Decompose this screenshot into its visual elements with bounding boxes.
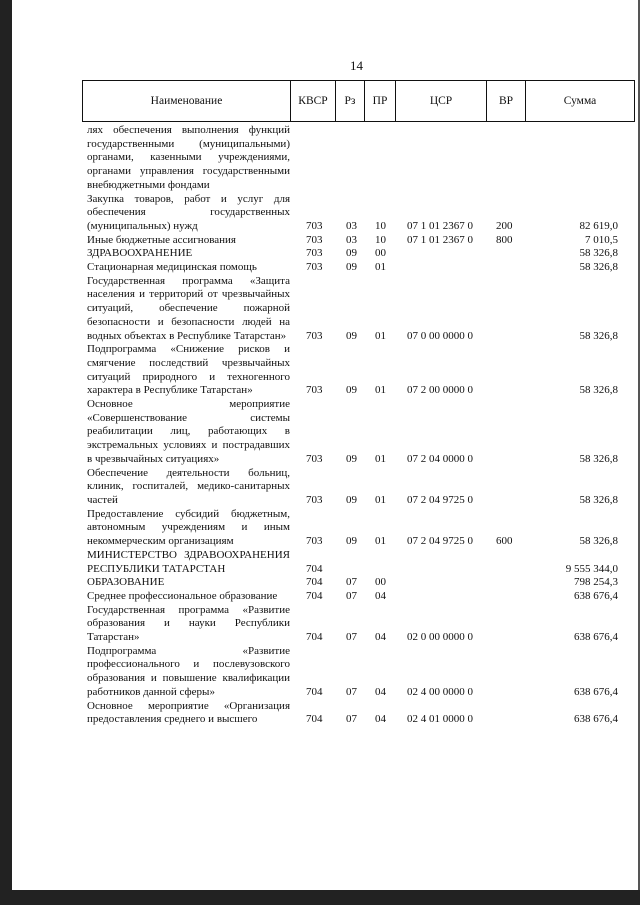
row-name — [87, 261, 290, 275]
cell-pr: 01 — [375, 329, 386, 342]
table-row — [0, 645, 640, 700]
row-name — [87, 604, 290, 645]
cell-sum: 58 326,8 — [579, 384, 618, 397]
cell-csr: 07 2 04 9725 0 — [407, 535, 473, 548]
cell-csr: 07 2 04 0000 0 — [407, 452, 473, 465]
row-name-text: ЗДРАВООХРАНЕНИЕ — [87, 247, 193, 260]
row-name-text: Стационарная медицинская помощь — [87, 261, 257, 274]
table-row — [0, 604, 640, 645]
table-row — [0, 508, 640, 549]
row-name-text: Государственная программа «Защита населения и территорий от чрезвычайных ситуаций, обеспечение пожарной безопасности и безопасности людей на водных объектах в Республике Татарстан» — [87, 274, 290, 342]
cell-rz: 09 — [346, 535, 357, 548]
cell-csr: 02 4 00 0000 0 — [407, 685, 473, 698]
table-row — [0, 247, 640, 261]
cell-csr: 02 4 01 0000 0 — [407, 713, 473, 726]
cell-sum: 58 326,8 — [579, 247, 618, 260]
cell-rz: 07 — [346, 631, 357, 644]
cell-sum: 58 326,8 — [579, 329, 618, 342]
cell-vr: 800 — [496, 233, 513, 246]
table-row — [0, 576, 640, 590]
row-name-text: Основное мероприятие «Совершенствование системы реабилитации лиц, работающих в экстремальных условиях и пострадавших в чрезвычайных ситуациях» — [87, 398, 290, 465]
cell-pr: 10 — [375, 233, 386, 246]
row-name — [87, 700, 290, 727]
table-row — [0, 124, 640, 193]
cell-sum: 798 254,3 — [574, 576, 618, 589]
cell-rz: 03 — [346, 219, 357, 232]
cell-rz: 07 — [346, 685, 357, 698]
row-name — [87, 508, 290, 549]
cell-kvsr: 704 — [306, 589, 323, 602]
row-name — [87, 645, 290, 700]
cell-rz: 09 — [346, 329, 357, 342]
cell-sum: 58 326,8 — [579, 452, 618, 465]
cell-kvsr: 703 — [306, 384, 323, 397]
cell-kvsr: 704 — [306, 576, 323, 589]
cell-sum: 638 676,4 — [574, 589, 618, 602]
row-name-text: Государственная программа «Развитие образования и науки Республики Татарстан» — [87, 603, 290, 644]
cell-csr: 07 2 04 9725 0 — [407, 493, 473, 506]
cell-sum: 638 676,4 — [574, 631, 618, 644]
cell-kvsr: 703 — [306, 329, 323, 342]
cell-rz: 07 — [346, 576, 357, 589]
row-name — [87, 398, 290, 467]
table-row — [0, 193, 640, 234]
table-row — [0, 467, 640, 508]
row-name — [87, 549, 290, 576]
cell-rz: 09 — [346, 261, 357, 274]
cell-pr: 01 — [375, 384, 386, 397]
table-row — [0, 590, 640, 604]
scan-bottom-border — [0, 890, 640, 905]
cell-kvsr: 703 — [306, 219, 323, 232]
cell-rz: 09 — [346, 384, 357, 397]
table-row — [0, 549, 640, 576]
table-row — [0, 700, 640, 727]
table-row — [0, 398, 640, 467]
header-name: Наименование — [83, 81, 291, 122]
cell-csr: 07 0 00 0000 0 — [407, 329, 473, 342]
row-name — [87, 576, 290, 590]
cell-pr: 00 — [375, 576, 386, 589]
cell-pr: 04 — [375, 713, 386, 726]
cell-pr: 04 — [375, 631, 386, 644]
row-name — [87, 590, 290, 604]
cell-sum: 58 326,8 — [579, 493, 618, 506]
row-name-text: Закупка товаров, работ и услуг для обеспечения государственных (муниципальных) нужд — [87, 192, 290, 232]
row-name — [87, 275, 290, 344]
cell-kvsr: 703 — [306, 261, 323, 274]
cell-kvsr: 704 — [306, 713, 323, 726]
cell-pr: 01 — [375, 452, 386, 465]
cell-vr: 200 — [496, 219, 513, 232]
cell-sum: 58 326,8 — [579, 261, 618, 274]
cell-kvsr: 703 — [306, 535, 323, 548]
row-name — [87, 234, 290, 248]
row-name-text: Обеспечение деятельности больниц, клиник, госпиталей, медико-санитарных частей — [87, 466, 290, 506]
page-number: 14 — [350, 58, 363, 73]
cell-csr: 02 0 00 0000 0 — [407, 631, 473, 644]
table-row — [0, 234, 640, 248]
cell-sum: 638 676,4 — [574, 685, 618, 698]
cell-sum: 58 326,8 — [579, 535, 618, 548]
table-header — [82, 80, 635, 122]
cell-kvsr: 703 — [306, 493, 323, 506]
cell-pr: 01 — [375, 261, 386, 274]
table-row — [0, 261, 640, 275]
cell-rz: 09 — [346, 452, 357, 465]
cell-sum: 82 619,0 — [579, 219, 618, 232]
cell-pr: 04 — [375, 589, 386, 602]
cell-pr: 00 — [375, 247, 386, 260]
cell-kvsr: 704 — [306, 685, 323, 698]
header-rz: Рз — [336, 81, 365, 122]
cell-rz: 07 — [346, 589, 357, 602]
row-name — [87, 343, 290, 398]
row-name-text: Иные бюджетные ассигнования — [87, 233, 236, 246]
header-kvsr: КВСР — [291, 81, 336, 122]
cell-pr: 01 — [375, 535, 386, 548]
cell-sum: 638 676,4 — [574, 713, 618, 726]
row-name-text: Предоставление субсидий бюджетным, автономным учреждениям и иным некоммерческим организациям — [87, 507, 290, 548]
table-row — [0, 275, 640, 344]
row-name — [87, 467, 290, 508]
row-name-text: Основное мероприятие «Организация предоставления среднего и высшего — [87, 699, 290, 726]
cell-csr: 07 1 01 2367 0 — [407, 233, 473, 246]
table-body — [0, 124, 640, 727]
cell-kvsr: 704 — [306, 562, 323, 575]
row-name-text: лях обеспечения выполнения функций государственными (муниципальными) органами, казенными учреждениями, органами управления государственными внебюджетными фондами — [87, 124, 290, 191]
cell-vr: 600 — [496, 535, 513, 548]
cell-kvsr: 703 — [306, 233, 323, 246]
cell-kvsr: 704 — [306, 631, 323, 644]
row-name — [87, 124, 290, 193]
cell-pr: 10 — [375, 219, 386, 232]
cell-rz: 07 — [346, 713, 357, 726]
header-vr: ВР — [487, 81, 526, 122]
cell-sum: 9 555 344,0 — [565, 562, 618, 575]
row-name-text: ОБРАЗОВАНИЕ — [87, 576, 165, 589]
row-name-text: Подпрограмма «Развитие профессионального и послевузовского образования и повышение квалификации работников данной сферы» — [87, 644, 290, 698]
cell-rz: 09 — [346, 247, 357, 260]
cell-kvsr: 703 — [306, 247, 323, 260]
header-csr: ЦСР — [396, 81, 487, 122]
header-sum: Сумма — [526, 81, 635, 122]
row-name-text: МИНИСТЕРСТВО ЗДРАВООХРАНЕНИЯ РЕСПУБЛИКИ ТАТАРСТАН — [87, 548, 290, 575]
header-pr: ПР — [365, 81, 396, 122]
cell-rz: 03 — [346, 233, 357, 246]
row-name — [87, 247, 290, 261]
table-row — [0, 343, 640, 398]
cell-sum: 7 010,5 — [585, 233, 618, 246]
cell-csr: 07 1 01 2367 0 — [407, 219, 473, 232]
row-name — [87, 193, 290, 234]
cell-rz: 09 — [346, 493, 357, 506]
row-name-text: Среднее профессиональное образование — [87, 589, 278, 602]
cell-pr: 01 — [375, 493, 386, 506]
cell-pr: 04 — [375, 685, 386, 698]
cell-csr: 07 2 00 0000 0 — [407, 384, 473, 397]
row-name-text: Подпрограмма «Снижение рисков и смягчение последствий чрезвычайных ситуаций природного и техногенного характера в Республике Татарстан» — [87, 343, 290, 397]
cell-kvsr: 703 — [306, 452, 323, 465]
